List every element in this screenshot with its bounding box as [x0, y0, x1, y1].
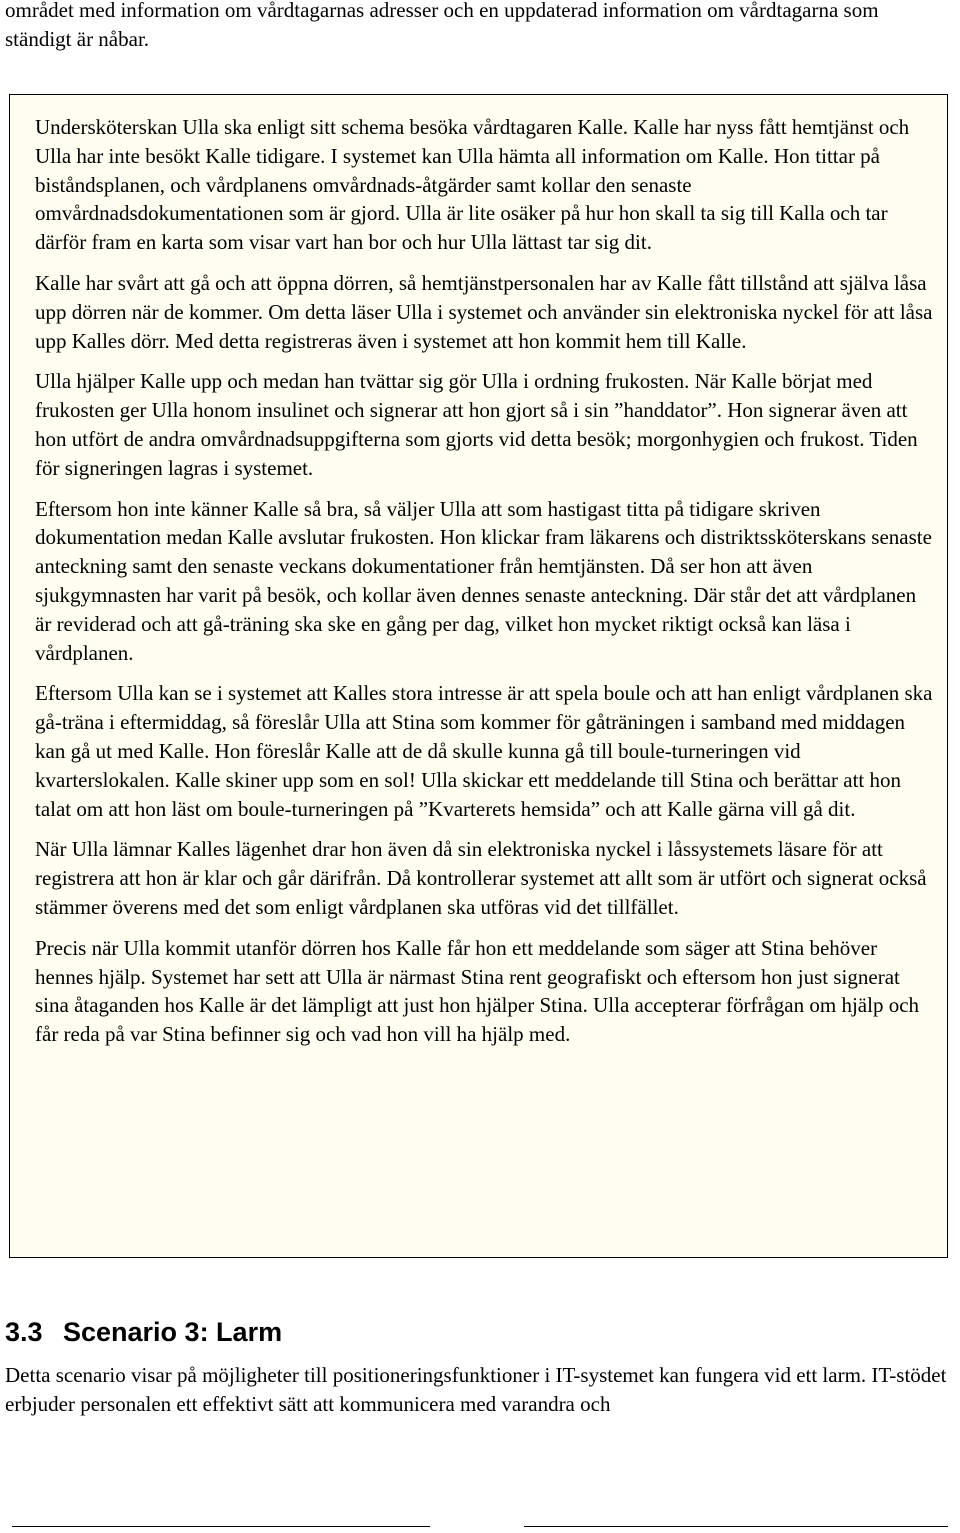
- section-heading: [5, 1314, 282, 1350]
- box-paragraph-4: Eftersom hon inte känner Kalle så bra, så väljer Ulla att som hastigast titta på tidigare skriven dokumentation medan Kalle avslutar frukosten. Hon klickar fram läkarens och distriktssköterskans senaste anteckning samt den senaste veckans dokumentationer från hemtjänsten. Då ser hon att även sjukgymnasten har varit på besök, och kollar även dennes senaste anteckning. Där står det att vårdplanen är reviderad och att gå-träning ska ske en gång per dag, vilket hon mycket riktigt också kan läsa i vårdplanen.: [35, 496, 932, 665]
- section-number: 3.3: [5, 1317, 43, 1347]
- intro-paragraph: området med information om vårdtagarnas adresser och en uppdaterad information om vårdtagarna som ständigt är nåbar.: [5, 0, 879, 51]
- box-paragraph-2: Kalle har svårt att gå och att öppna dörren, så hemtjänstpersonalen har av Kalle fått tillstånd att själva låsa upp dörren när de kommer. Om detta läser Ulla i systemet och använder sin elektroniska nyckel för att låsa upp Kalles dörr. Med detta registreras även i systemet att hon kommit hem till Kalle.: [35, 270, 933, 353]
- box-paragraph-7: Precis när Ulla kommit utanför dörren hos Kalle får hon ett meddelande som säger att Stina behöver hennes hjälp. Systemet har sett att Ulla är närmast Stina rent geografiskt och eftersom hon just signerat sina åtaganden hos Kalle är det lämpligt att just hon hjälper Stina. Ulla accepterar förfrågan om hjälp och får reda på var Stina befinner sig och vad hon vill ha hjälp med.: [35, 935, 920, 1047]
- box-paragraph-5: Eftersom Ulla kan se i systemet att Kalles stora intresse är att spela boule och att han enligt vårdplanen ska gå-träna i eftermiddag, så föreslår Ulla att Stina som kommer för gåträningen i samband med middagen kan gå ut med Kalle. Hon föreslår Kalle att de då skulle kunna gå till boule-turneringen vid kvarterslokalen. Kalle skiner upp som en sol! Ulla skickar ett meddelande till Stina och berättar att hon talat om att hon läst om boule-turneringen på ”Kvarterets hemsida” och att Kalle gärna vill gå dit.: [35, 681, 933, 821]
- footer-rule-right: [524, 1526, 948, 1527]
- box-paragraph-1: Undersköterskan Ulla ska enligt sitt schema besöka vårdtagaren Kalle. Kalle har nyss fått hemtjänst och Ulla har inte besökt Kalle tidigare. I systemet kan Ulla hämta all information om Kalle. Hon tittar på biståndsplanen, och vårdplanens omvårdnads-åtgärder samt kollar den senaste omvårdnadsdokumentationen som är gjord. Ulla är lite osäker på hur hon skall ta sig till Kalla och tar därför fram en karta som visar vart han bor och hur Ulla lättast tar sig dit.: [35, 115, 910, 255]
- scenario-box: [9, 94, 948, 1258]
- footer-rule-left: [12, 1526, 430, 1527]
- section-title: Scenario 3: Larm: [63, 1317, 283, 1347]
- box-paragraph-6: När Ulla lämnar Kalles lägenhet drar hon även då sin elektroniska nyckel i låssystemets läsare för att registrera att hon är klar och går därifrån. Då kontrollerar systemet att allt som är utfört och signerat också stämmer överens med det som enligt vårdplanen ska utföras vid det tillfället.: [35, 837, 927, 919]
- box-paragraph-3: Ulla hjälper Kalle upp och medan han tvättar sig gör Ulla i ordning frukosten. När Kalle börjat med frukosten ger Ulla honom insulinet och signerar att hon gjort så i sin ”handdator”. Hon signerar även att hon utfört de andra omvårdnadsuppgifterna som gjorts vid detta besök; morgonhygien och frukost. Tiden för signeringen lagras i systemet.: [35, 369, 918, 480]
- section-body: Detta scenario visar på möjligheter till positioneringsfunktioner i IT-systemet kan fungera vid ett larm. IT-stödet erbjuder personalen ett effektivt sätt att kommunicera med varandra och: [5, 1363, 947, 1416]
